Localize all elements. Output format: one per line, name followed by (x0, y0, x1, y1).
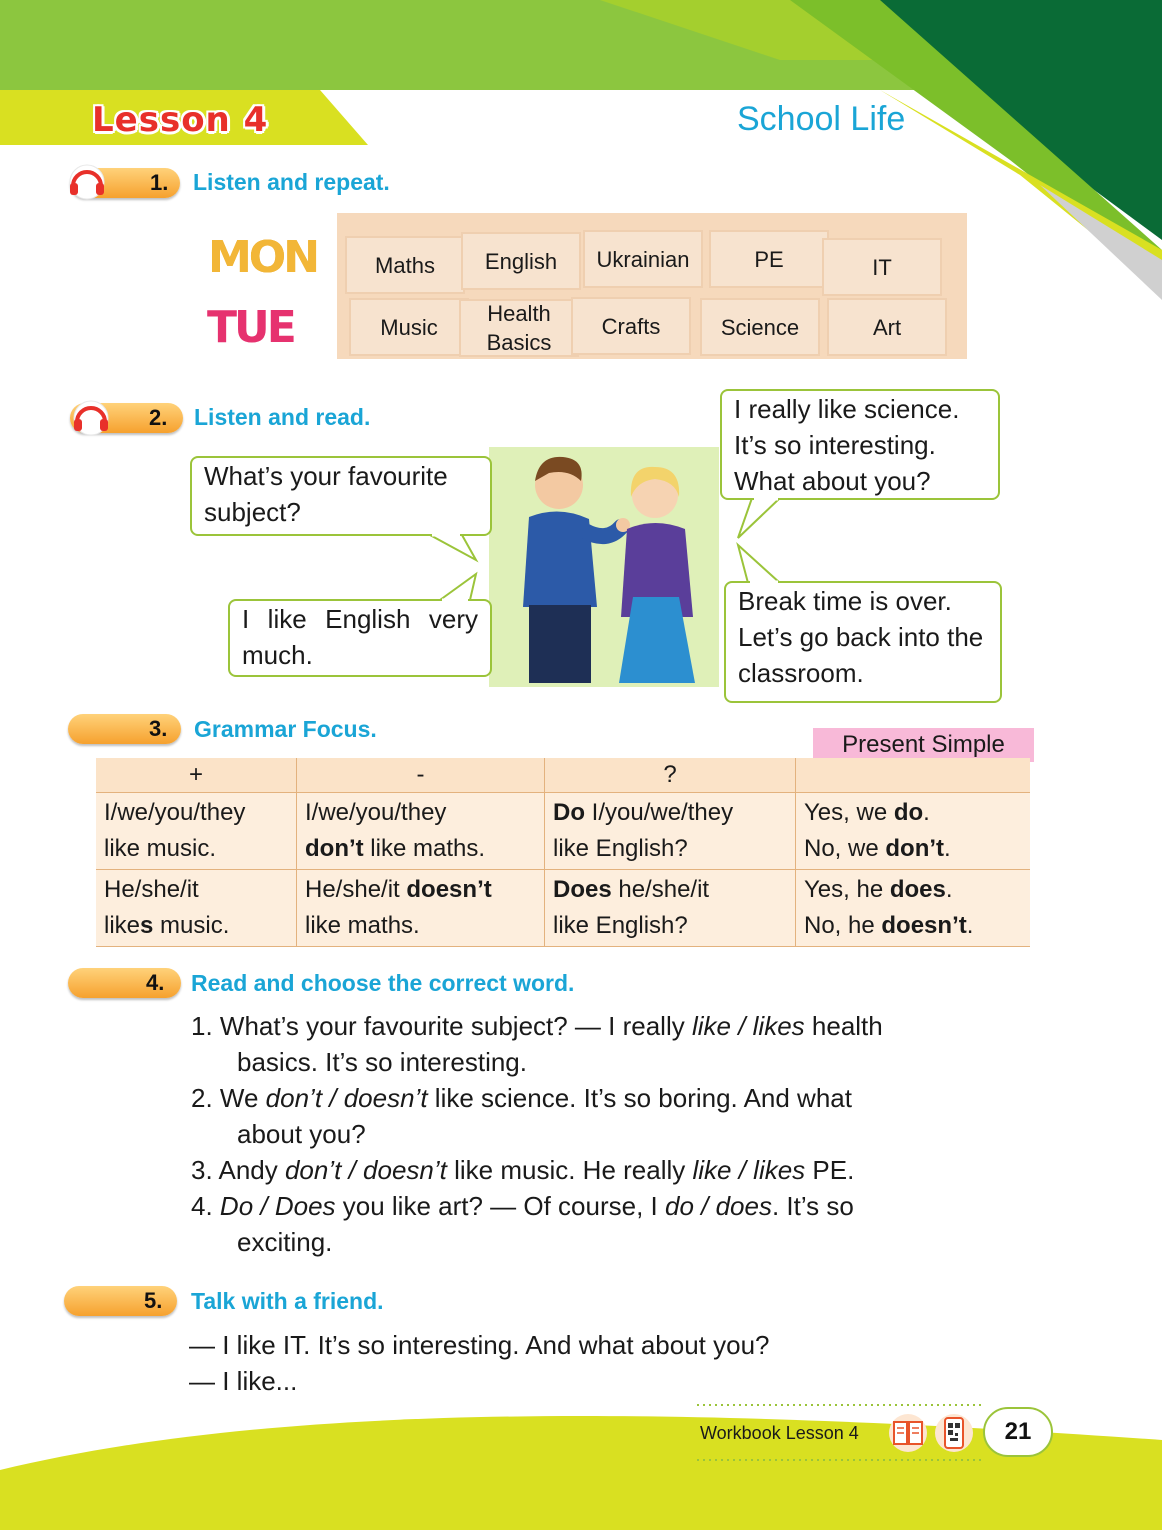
grammar-row (96, 870, 1030, 947)
exercise-line: 2. We don’t / doesn’t like science. It’s so boring. And what (191, 1083, 852, 1113)
lesson-title: Lesson 4 (92, 100, 269, 140)
grammar-row (96, 793, 1030, 870)
bubble-text: Break time is over. Let’s go back into the classroom. (738, 586, 984, 688)
grammar-header-row (96, 758, 1030, 793)
exercise-line: 3. Andy don’t / doesn’t like music. He really like / likes PE. (191, 1155, 855, 1185)
qr-phone-icon[interactable] (934, 1413, 974, 1453)
bubble-text: What’s your favourite subject? (204, 461, 448, 527)
grammar-cell: He/she/it likes music. (96, 870, 297, 947)
task4-number: 4. (146, 970, 165, 995)
dialogue-line: — I like IT. It’s so interesting. And what about you? (189, 1330, 770, 1360)
grammar-table (96, 758, 1030, 947)
exercise-line: about you? (237, 1119, 366, 1149)
task2-title: Listen and read. (194, 404, 371, 430)
subject-cell: Art (827, 298, 947, 356)
speech-bubble (228, 599, 492, 677)
dialogue (189, 1327, 770, 1399)
day-mon: MON (208, 232, 318, 283)
unit-title: School Life (737, 100, 906, 138)
exercise-line: basics. It’s so interesting. (237, 1047, 527, 1077)
exercise-list (191, 1008, 1024, 1260)
task5-number: 5. (144, 1288, 163, 1313)
boy-trousers (529, 605, 591, 683)
header-cell (796, 758, 1031, 793)
exercise-item (191, 1008, 1024, 1080)
children-drawing (489, 447, 719, 687)
speech-bubble (190, 456, 492, 536)
exercise-line: 1. What’s your favourite subject? — I really like / likes health (191, 1011, 883, 1041)
workbook-reference: Workbook Lesson 4 (700, 1423, 859, 1443)
task2-number: 2. (149, 405, 168, 430)
page-number: 21 (983, 1407, 1053, 1457)
task3-title: Grammar Focus. (194, 716, 377, 742)
dialogue-line: — I like... (189, 1366, 298, 1396)
exercise-item (191, 1080, 1024, 1152)
grammar-cell: Yes, he does. No, he doesn’t. (796, 870, 1031, 947)
exercise-line: exciting. (237, 1227, 333, 1257)
task4-title: Read and choose the correct word. (191, 970, 575, 996)
exercise-item (191, 1152, 1024, 1188)
day-tue: TUE (207, 302, 294, 353)
headphones-icon[interactable] (64, 164, 110, 200)
header-cell: + (96, 758, 297, 793)
bubble-text: I like English very much. (242, 604, 478, 670)
subject-cell: Maths (345, 236, 465, 294)
task1-number: 1. (150, 170, 169, 195)
grammar-cell: I/we/you/they like music. (96, 793, 297, 870)
subject-cell: Ukrainian (583, 230, 703, 288)
grammar-cell: Do I/you/we/they like English? (545, 793, 796, 870)
header-cell: - (297, 758, 545, 793)
subject-cell: IT (822, 238, 942, 296)
task1-title: Listen and repeat. (193, 169, 390, 195)
subject-cell: Crafts (571, 297, 691, 355)
task5-title: Talk with a friend. (191, 1288, 384, 1314)
subject-cell: Music (349, 298, 469, 356)
bubble-text: I really like science. It’s so interesting. What about you? (734, 394, 960, 496)
task3-number: 3. (149, 716, 168, 741)
exercise-line: 4. Do / Does you like art? — Of course, I do / does. It’s so (191, 1191, 854, 1221)
children-illustration (489, 447, 719, 687)
boy-arm (585, 527, 621, 536)
speech-bubble (720, 389, 1000, 500)
speech-bubble (724, 581, 1002, 703)
grammar-cell: He/she/it doesn’t like maths. (297, 870, 545, 947)
exercise-item (191, 1188, 1024, 1260)
subject-cell: Science (700, 298, 820, 356)
present-simple-tag: Present Simple (813, 728, 1034, 762)
subject-cell: Health Basics (459, 299, 579, 357)
book-icon[interactable] (888, 1413, 928, 1453)
grammar-cell: I/we/you/they don’t like maths. (297, 793, 545, 870)
headphones-icon[interactable] (68, 400, 114, 436)
grammar-cell: Does he/she/it like English? (545, 870, 796, 947)
header-cell: ? (545, 758, 796, 793)
subject-cell: English (461, 232, 581, 290)
subject-cell: PE (709, 230, 829, 288)
grammar-cell: Yes, we do. No, we don’t. (796, 793, 1031, 870)
